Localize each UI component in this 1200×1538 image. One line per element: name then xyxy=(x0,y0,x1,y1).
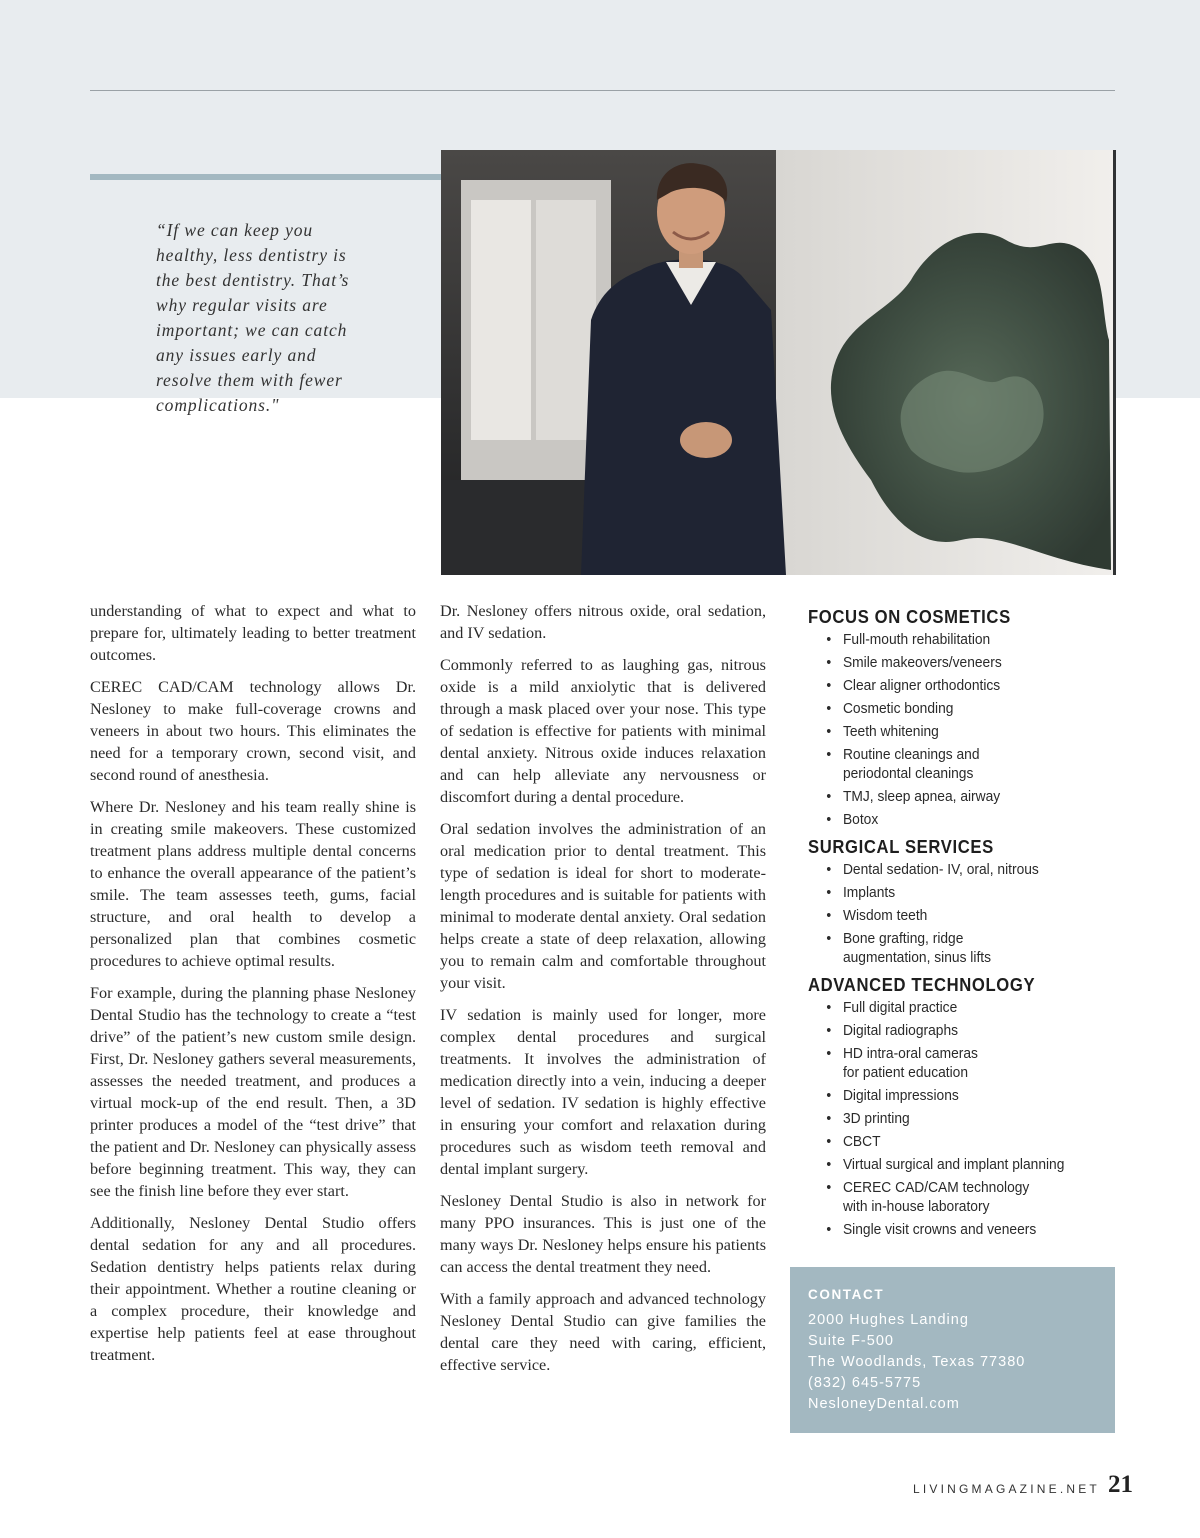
sidebar-section-title: FOCUS ON COSMETICS xyxy=(808,606,1011,627)
paragraph: For example, during the planning phase Nesloney Dental Studio has the technology to create a “test drive” of the patient’s new custom smile design. First, Dr. Nesloney gathers several measurements, assesses the needed treatment, and produces a virtual mock-up of the end result. Then, a 3D printer produces a model of the “test drive” that the patient and Dr. Nesloney can physically assess before beginning treatment. This way, they can see the finish line before they ever start. xyxy=(90,984,416,1200)
article-column-2 xyxy=(440,600,766,1386)
contact-address-line-1: 2000 Hughes Landing xyxy=(808,1312,969,1328)
service-list-item: • HD intra-oral cameras for patient education xyxy=(808,1044,1102,1082)
article-column-1 xyxy=(90,600,416,1376)
services-sidebar xyxy=(808,605,1128,1245)
contact-label: CONTACT xyxy=(808,1287,885,1302)
service-list-item: • Virtual surgical and implant planning xyxy=(808,1155,1102,1174)
service-list-item: • CBCT xyxy=(808,1132,1102,1151)
sidebar-service-list xyxy=(808,630,1128,829)
service-list-item: • Bone grafting, ridge augmentation, sinus lifts xyxy=(808,929,1102,967)
service-list-item: • Smile makeovers/veneers xyxy=(808,653,1102,672)
service-list-item: • Single visit crowns and veneers xyxy=(808,1220,1102,1239)
quote-accent-bar xyxy=(90,174,442,180)
contact-address-line-2: Suite F-500 xyxy=(808,1333,894,1349)
contact-phone: (832) 645-5775 xyxy=(808,1375,922,1391)
service-list-item: • TMJ, sleep apnea, airway xyxy=(808,787,1102,806)
footer-site-name: LIVINGMAGAZINE.NET xyxy=(913,1482,1100,1496)
paragraph: IV sedation is mainly used for longer, more complex dental procedures and surgical treatments. It involves the administration of medication directly into a vein, inducing a deeper level of sedation. IV sedation is highly effective in ensuring your comfort and relaxation during procedures such as wisdom teeth removal and dental implant surgery. xyxy=(440,1006,766,1178)
paragraph: CEREC CAD/CAM technology allows Dr. Nesloney to make full-coverage crowns and veneers in about two hours. This eliminates the need for a temporary crown, second visit, and second round of anesthesia. xyxy=(90,678,416,784)
service-list-item: • Routine cleanings and periodontal cleanings xyxy=(808,745,1102,783)
paragraph: Oral sedation involves the administration of an oral medication prior to dental treatment. This type of sedation is ideal for short to moderate-length procedures and is suitable for patients with minimal to moderate dental anxiety. Oral sedation helps create a state of deep relaxation, allowing you to remain calm and comfortable throughout your visit. xyxy=(440,820,766,992)
paragraph: With a family approach and advanced technology Nesloney Dental Studio can give families the dental care they need with caring, efficient, effective service. xyxy=(440,1290,766,1374)
paragraph: Additionally, Nesloney Dental Studio offers dental sedation for any and all procedures. Sedation dentistry helps patients relax during their appointment. Whether a routine cleaning or a complex procedure, their knowledge and expertise help patients feel at ease throughout treatment. xyxy=(90,1214,416,1364)
paragraph: understanding of what to expect and what to prepare for, ultimately leading to better treatment outcomes. xyxy=(90,602,416,664)
paragraph: Commonly referred to as laughing gas, nitrous oxide is a mild anxiolytic that is delivered through a mask placed over your nose. This type of sedation is effective for patients with minimal dental anxiety. Nitrous oxide induces relaxation and can help alleviate any nervousness or discomfort during a dental procedure. xyxy=(440,656,766,806)
service-list-item: • Wisdom teeth xyxy=(808,906,1102,925)
page-number: 21 xyxy=(1108,1471,1133,1498)
paragraph: Dr. Nesloney offers nitrous oxide, oral sedation, and IV sedation. xyxy=(440,602,766,642)
doctor-portrait-photo xyxy=(441,150,1116,575)
service-list-item: • Full-mouth rehabilitation xyxy=(808,630,1102,649)
sidebar-service-list xyxy=(808,998,1128,1239)
service-list-item: • Clear aligner orthodontics xyxy=(808,676,1102,695)
service-list-item: • Cosmetic bonding xyxy=(808,699,1102,718)
sidebar-section-title: ADVANCED TECHNOLOGY xyxy=(808,974,1036,995)
contact-box xyxy=(790,1267,1115,1433)
sidebar-section-title: SURGICAL SERVICES xyxy=(808,836,994,857)
service-list-item: • Dental sedation- IV, oral, nitrous xyxy=(808,860,1102,879)
service-list-item: • Full digital practice xyxy=(808,998,1102,1017)
contact-city: The Woodlands, Texas 77380 xyxy=(808,1354,1026,1370)
sidebar-service-list xyxy=(808,860,1128,967)
paragraph: Where Dr. Nesloney and his team really shine is in creating smile makeovers. These customized treatment plans address multiple dental concerns to enhance the overall appearance of the patient’s smile. The team assesses teeth, gums, facial structure, and oral health to develop a personalized plan that combines cosmetic procedures to achieve optimal results. xyxy=(90,798,416,970)
service-list-item: • Digital radiographs xyxy=(808,1021,1102,1040)
service-list-item: • Botox xyxy=(808,810,1102,829)
contact-website: NesloneyDental.com xyxy=(808,1396,960,1412)
pull-quote: “If we can keep you healthy, less dentistry is the best dentistry. That’s why regular visits are important; we can catch any issues early and resolve them with fewer complications." xyxy=(156,220,350,415)
service-list-item: • Teeth whitening xyxy=(808,722,1102,741)
service-list-item: • Digital impressions xyxy=(808,1086,1102,1105)
paragraph: Nesloney Dental Studio is also in network for many PPO insurances. This is just one of the many ways Dr. Nesloney helps ensure his patients can access the dental treatment they need. xyxy=(440,1192,766,1276)
service-list-item: • Implants xyxy=(808,883,1102,902)
service-list-item: • 3D printing xyxy=(808,1109,1102,1128)
top-rule xyxy=(90,90,1115,91)
service-list-item: • CEREC CAD/CAM technology with in-house laboratory xyxy=(808,1178,1102,1216)
